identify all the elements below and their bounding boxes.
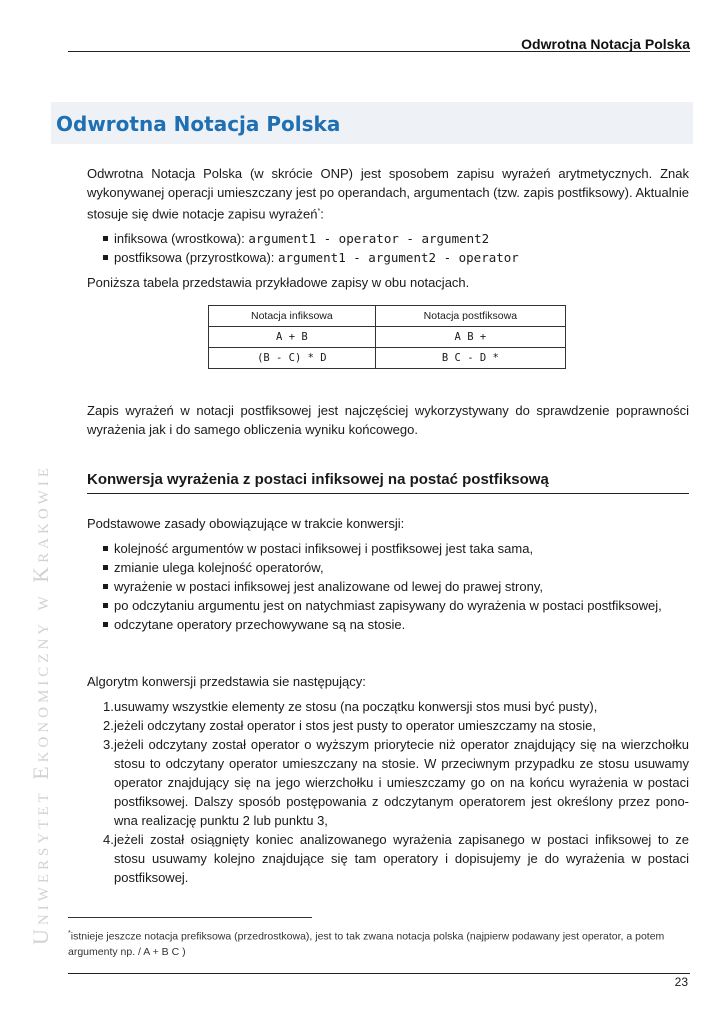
list-item: 1. usuwamy wszystkie elementy ze stosu (na początku konwersji stos musi być pusty), <box>103 699 598 715</box>
page-content <box>87 164 689 887</box>
rules-intro: Podstawowe zasady obowiązujące w trakcie konwersji: <box>87 516 405 532</box>
table-row <box>209 348 566 369</box>
table-header: Notacja postfiksowa <box>375 306 565 327</box>
table-header-row <box>209 306 566 327</box>
table-cell: A B + <box>375 327 565 348</box>
table-intro: Poniższa tabela przedstawia przykładowe zapisy w obu notacjach. <box>87 275 470 291</box>
usage-paragraph: Zapis wyrażeń w notacji postfiksowej jest najczęściej wykorzystywany do sprawdzenie poprawności wyrażenia jak i do samego obliczenia wyniku końcowego. <box>87 403 689 438</box>
page-number: 23 <box>674 975 688 989</box>
list-item: wyrażenie w postaci infiksowej jest analizowane od lewej do prawej strony, <box>87 577 689 596</box>
list-item: kolejność argumentów w postaci infiksowej i postfiksowej jest taka sama, <box>87 539 689 558</box>
intro-paragraph: Odwrotna Notacja Polska (w skrócie ONP) jest sposobem zapisu wyrażeń arytmetycznych. Znak wykonywanej operacji umieszczany jest po operandach, argumentach (tzw. zapis postfiksowy). Aktualnie stosuje się dwie notacje zapisu wyrażeń*: <box>87 166 689 222</box>
table-header: Notacja infiksowa <box>209 306 376 327</box>
notation-code: argument1 - argument2 - operator <box>278 250 519 266</box>
notation-table <box>208 305 566 369</box>
section-title: Odwrotna Notacja Polska <box>56 112 341 136</box>
list-item: zmianie ulega kolejność operatorów, <box>87 558 689 577</box>
table-cell: A + B <box>209 327 376 348</box>
rules-list <box>87 539 689 634</box>
list-item: infiksowa (wrostkowa): argument1 - operator - argument2 <box>87 229 689 248</box>
table-cell: (B - C) * D <box>209 348 376 369</box>
footnote-ref[interactable]: * <box>317 208 321 215</box>
list-item: 4. jeżeli został osiągnięty koniec analizowanego wyrażenia zapisanego w postaci infiksowej to ze stosu usuwamy kolejno znajdujące się tam operatory i dopisujemy je do wyrażenia w postaci postfiksowej. <box>103 832 689 886</box>
table-row <box>209 327 566 348</box>
notation-list <box>87 229 689 267</box>
list-item: postfiksowa (przyrostkowa): argument1 - argument2 - operator <box>87 248 689 267</box>
table-cell: B C - D * <box>375 348 565 369</box>
list-item: po odczytaniu argumentu jest on natychmiast zapisywany do wyrażenia w postaci postfiksowej, <box>87 596 689 615</box>
algorithm-intro: Algorytm konwersji przedstawia sie następujący: <box>87 674 366 690</box>
conversion-heading: Konwersja wyrażenia z postaci infiksowej na postać postfiksową <box>87 469 689 494</box>
notation-code: argument1 - operator - argument2 <box>248 231 490 247</box>
header-rule <box>68 51 690 52</box>
footnote: *istnieje jeszcze notacja prefiksowa (przedrostkowa), jest to tak zwana notacja polska (najpierw podawany jest operator, a potem argumenty np. / A + B C ) <box>68 930 665 958</box>
list-item: 2. jeżeli odczytany został operator i stos jest pusty to operator umieszczamy na stosie, <box>103 718 596 734</box>
running-header: Odwrotna Notacja Polska <box>521 36 690 52</box>
footnote-rule <box>68 917 312 918</box>
algorithm-steps <box>87 697 689 887</box>
list-item: odczytane operatory przechowywane są na stosie. <box>87 615 689 634</box>
footer-rule <box>68 973 690 974</box>
university-side-text: Uniwersytet Ekonomiczny w Krakowie <box>28 464 53 945</box>
section-title-band <box>51 102 693 144</box>
list-item: 3. jeżeli odczytany został operator o wyższym priorytecie niż operator znajdujący się na wierzchołku stosu to odczytany operator umieszczany na stosie. W przeciwnym przypadku ze stosu usuwamy operator znajdujący się na jego wierzchołku i umieszczamy go on na końcu wyrażenia w postaci postfiksowej. Dalszy sposób postępowania z odczytanym operatorem jest określony przez pono-wna realizację punktu 2 lub punktu 3, <box>103 737 689 829</box>
